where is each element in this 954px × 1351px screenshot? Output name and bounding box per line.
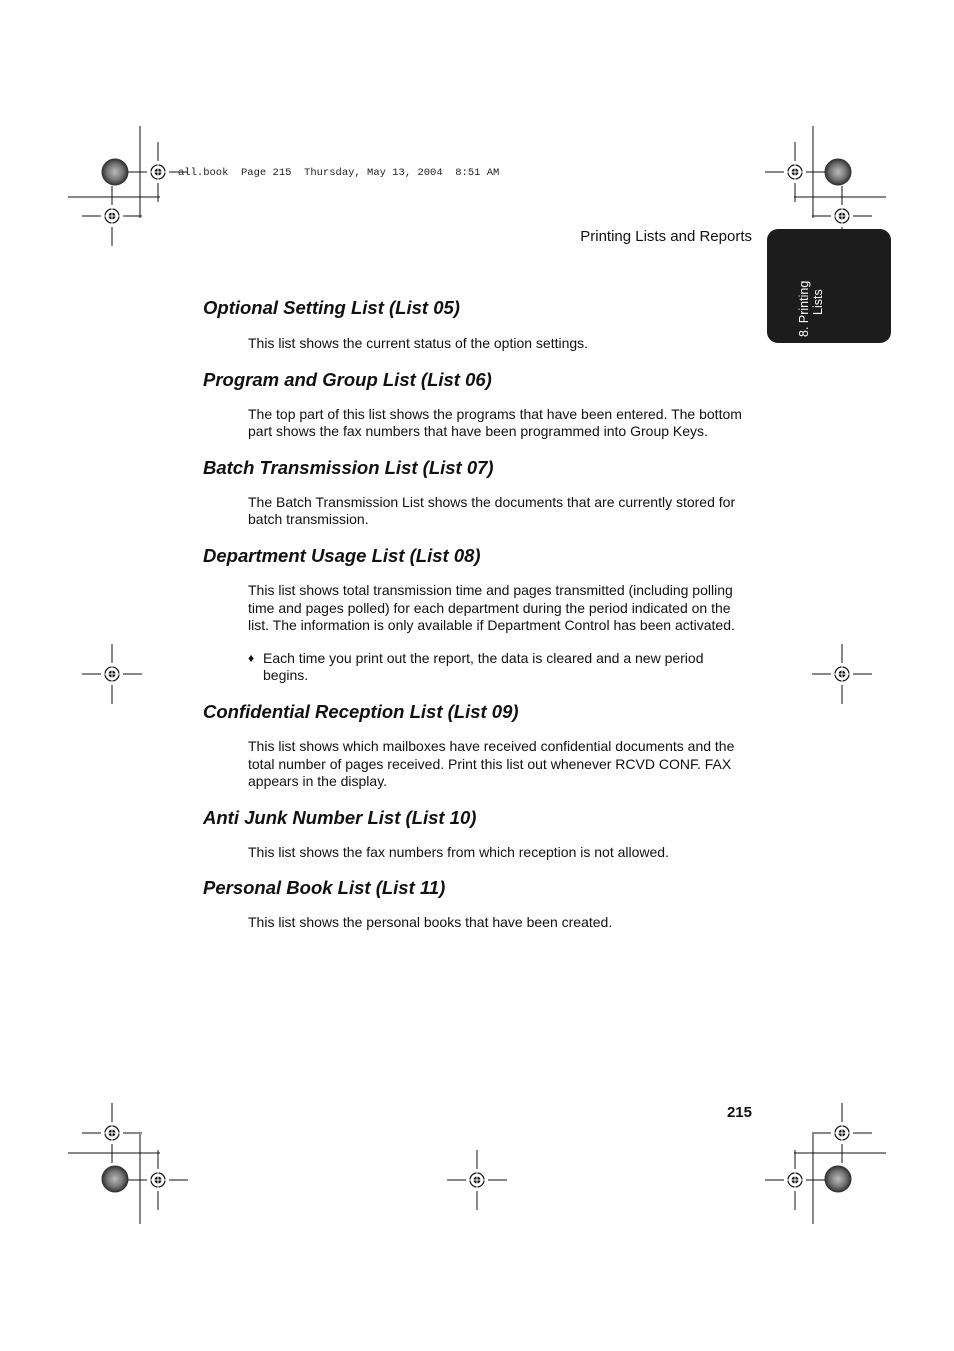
section-confidential-reception-list (203, 700, 751, 791)
print-info-slug: all.book Page 215 Thursday, May 13, 2004 8:51 AM (178, 167, 500, 179)
section-heading: Department Usage List (List 08) (203, 544, 481, 566)
chapter-tab-line-1: 8. Printing (797, 280, 811, 337)
section-heading: Batch Transmission List (List 07) (203, 456, 494, 478)
section-heading: Anti Junk Number List (List 10) (203, 806, 477, 828)
chapter-tab-label (797, 281, 825, 337)
top-right-rosette (825, 159, 851, 185)
main-content (203, 296, 751, 932)
section-heading: Optional Setting List (List 05) (203, 297, 460, 318)
section-paragraph: This list shows the current status of the option settings. (248, 335, 589, 351)
section-paragraph: This list shows the personal books that have been created. (248, 914, 613, 931)
section-program-group-list (203, 368, 751, 441)
section-personal-book-list (203, 876, 751, 932)
top-left-rosette (102, 159, 128, 185)
section-heading: Personal Book List (List 11) (203, 877, 446, 899)
section-optional-setting-list (203, 296, 751, 353)
section-department-usage-list (203, 544, 751, 685)
section-paragraph: This list shows total transmission time and pages transmitted (including polling time and pages polled) for each department during the period indicated on the list. The information is only available if Department Control has been activated. (248, 581, 735, 634)
section-paragraph: The Batch Transmission List shows the documents that are currently stored for batch transmission. (248, 493, 736, 528)
chapter-tab (767, 229, 891, 343)
bullet-item (203, 650, 751, 685)
section-paragraph: The top part of this list shows the programs that have been entered. The bottom part shows the fax numbers that have been programmed into Group Keys. (248, 405, 742, 440)
page-number: 215 (726, 1104, 752, 1121)
bottom-right-rosette (825, 1166, 851, 1192)
running-head: Printing Lists and Reports (580, 228, 752, 245)
section-paragraph: This list shows which mailboxes have received confidential documents and the total number of pages received. Print this list out whenever RCVD CONF. FAX appears in the display. (248, 737, 735, 790)
section-paragraph: This list shows the fax numbers from which reception is not allowed. (248, 843, 669, 860)
section-anti-junk-number-list (203, 806, 751, 862)
bottom-left-rosette (102, 1166, 128, 1192)
section-heading: Confidential Reception List (List 09) (203, 700, 519, 722)
diamond-bullet-icon: ♦ (248, 650, 255, 665)
chapter-tab-line-2: Lists (811, 289, 825, 315)
section-heading: Program and Group List (List 06) (203, 368, 492, 390)
section-batch-transmission-list (203, 456, 751, 529)
bullet-text: Each time you print out the report, the data is cleared and a new period begins. (263, 649, 704, 684)
